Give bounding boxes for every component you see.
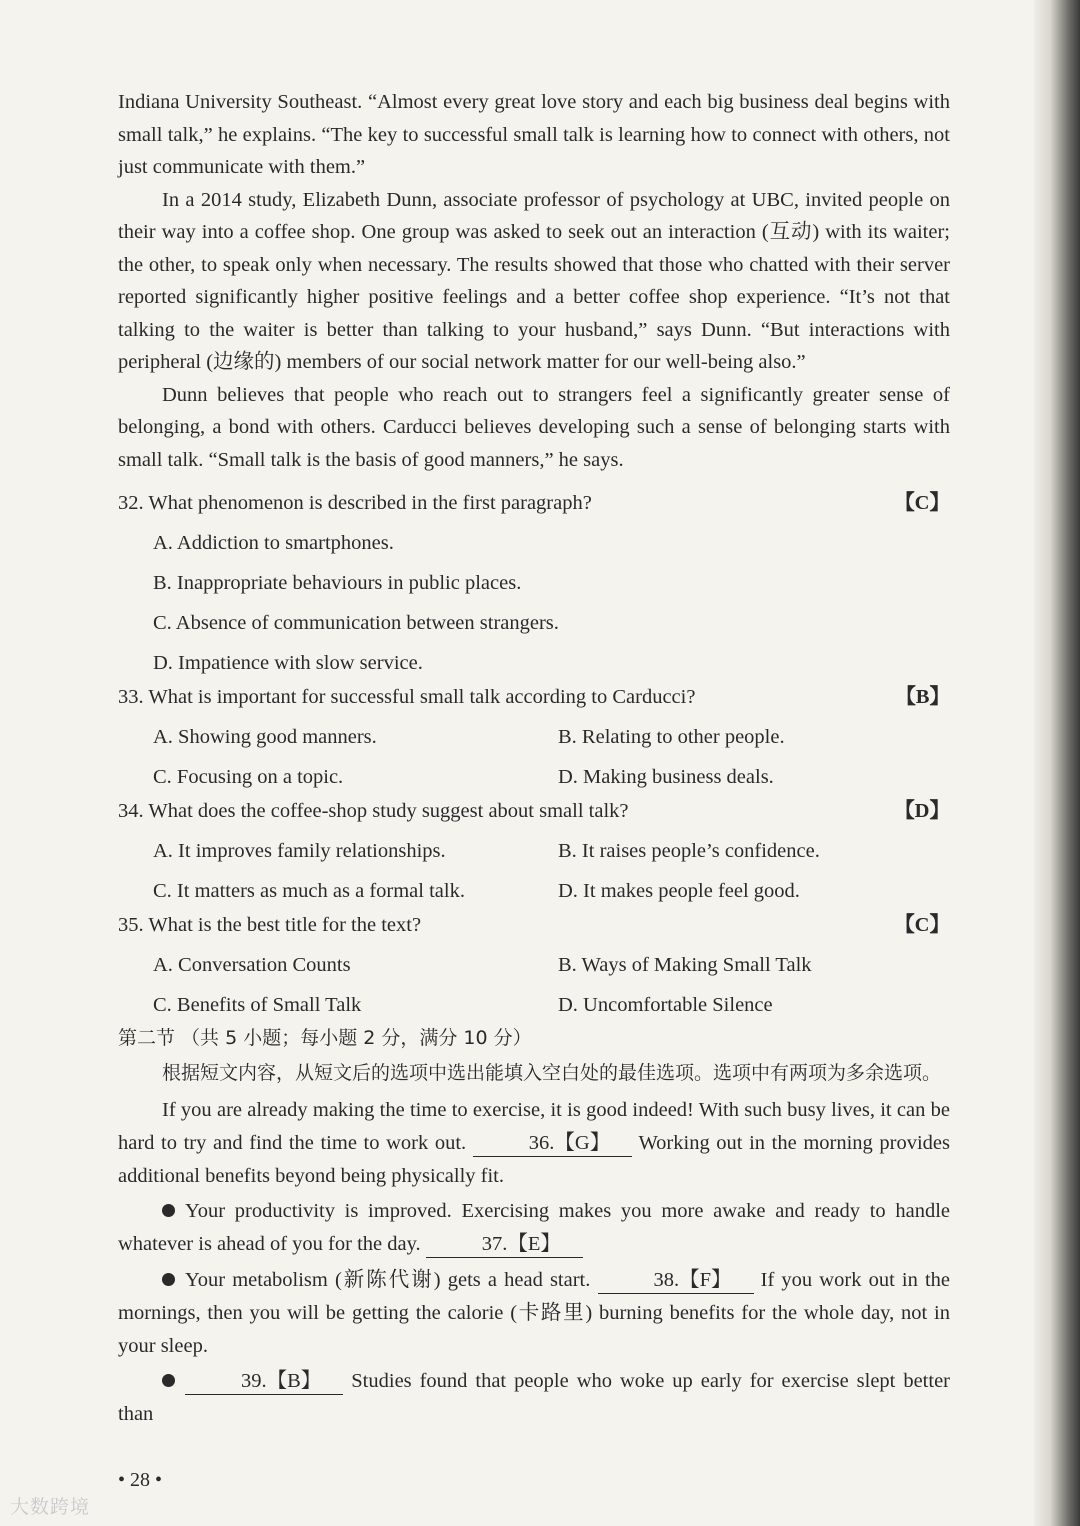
bullet-icon [162, 1374, 175, 1387]
option-d: D. It makes people feel good. [558, 880, 800, 902]
cloze-paragraph-1 [118, 1094, 950, 1193]
question-stem: 35. What is the best title for the text? [118, 914, 422, 936]
bullet-point-3 [118, 1365, 950, 1431]
options-row-1 [118, 838, 950, 864]
passage-paragraph-1: Indiana University Southeast. “Almost every great love story and each big business deal begins with small talk,” he explains. “The key to successful small talk is learning how to connect with others, not just communicate with them.” [118, 91, 950, 178]
option-a: A. It improves family relationships. [153, 840, 446, 862]
option-a: A. Addiction to smartphones. [153, 532, 394, 554]
bullet-icon [162, 1273, 175, 1286]
bullet-icon [162, 1204, 175, 1217]
section-instruction: 根据短文内容，从短文后的选项中选出能填入空白处的最佳选项。选项中有两项为多余选项。 [162, 1062, 942, 1084]
option-d: D. Impatience with slow service. [153, 652, 423, 674]
options-row-2 [118, 764, 950, 790]
option-d: D. Uncomfortable Silence [558, 994, 773, 1016]
cloze-text: Working out in the morning provides additional benefits beyond being physically fit. [118, 1132, 951, 1187]
option-c: C. Focusing on a topic. [153, 766, 344, 788]
option-d: D. Making business deals. [558, 766, 774, 788]
book-spine-shadow [1034, 0, 1080, 1526]
question-34 [118, 798, 950, 824]
answer-key: 【C】 [894, 914, 950, 936]
options-row-2 [118, 878, 950, 904]
option-a: A. Conversation Counts [153, 954, 351, 976]
question-stem: 33. What is important for successful small talk according to Carducci? [118, 686, 696, 708]
question-stem: 34. What does the coffee-shop study suggest about small talk? [118, 800, 629, 822]
question-35 [118, 912, 950, 938]
bullet-text: Your metabolism (新陈代谢) gets a head start. [185, 1269, 591, 1291]
options-row-2 [118, 992, 950, 1018]
passage-paragraph-2: In a 2014 study, Elizabeth Dunn, associate professor of psychology at UBC, invited people on their way into a coffee shop. One group was asked to seek out an interaction (互动) with its waiter; the other, to speak only when necessary. The results showed that those who chatted with their server reported significantly higher positive feelings and a better coffee shop experience. “It’s not that talking to the waiter is better than talking to your husband,” says Dunn. “But interactions with peripheral (边缘的) members of our social network matter for our well-being also.” [118, 188, 950, 373]
question-32 [118, 490, 950, 516]
bullet-point-2 [118, 1264, 950, 1363]
blank-38: 38.【F】 [598, 1267, 754, 1294]
exam-page [118, 86, 950, 1431]
page-number: • 28 • [118, 1469, 163, 1491]
watermark: 大数跨境 [10, 1496, 91, 1518]
option-a: A. Showing good manners. [153, 726, 377, 748]
section-heading: 第二节 （共 5 小题；每小题 2 分，满分 10 分） [118, 1027, 532, 1049]
answer-key: 【D】 [894, 800, 950, 822]
question-stem: 32. What phenomenon is described in the first paragraph? [118, 492, 592, 514]
question-33 [118, 684, 950, 710]
answer-key: 【B】 [895, 686, 950, 708]
bullet-text: If you work out in the mornings, then you will be getting the calorie (卡路里) burning benefits for the whole day, not in your sleep. [118, 1269, 950, 1357]
bullet-text: Studies found that people who woke up early for exercise slept better than [118, 1370, 950, 1425]
option-b: B. It raises people’s confidence. [558, 840, 820, 862]
option-b: B. Inappropriate behaviours in public places. [153, 572, 522, 594]
blank-36: 36.【G】 [473, 1130, 632, 1157]
option-c: C. It matters as much as a formal talk. [153, 880, 465, 902]
passage-paragraph-3: Dunn believes that people who reach out to strangers feel a significantly greater sense of belonging, a bond with others. Carducci believes developing such a sense of belonging starts with small talk. “Small talk is the basis of good manners,” he says. [118, 383, 950, 471]
answer-key: 【C】 [894, 492, 950, 514]
bullet-text: Your productivity is improved. Exercising makes you more awake and ready to handle whatever is ahead of you for the day. [118, 1200, 950, 1255]
option-b: B. Ways of Making Small Talk [558, 954, 812, 976]
options-row-1 [118, 952, 950, 978]
blank-39: 39.【B】 [185, 1368, 343, 1395]
options-row-1 [118, 724, 950, 750]
option-c: C. Benefits of Small Talk [153, 994, 362, 1016]
option-b: B. Relating to other people. [558, 726, 785, 748]
blank-37: 37.【E】 [426, 1231, 583, 1258]
option-c: C. Absence of communication between strangers. [153, 612, 559, 634]
bullet-point-1 [118, 1195, 950, 1261]
cloze-text: If you are already making the time to exercise, it is good indeed! With such busy lives, it can be hard to try and find the time to work out. [118, 1099, 950, 1154]
